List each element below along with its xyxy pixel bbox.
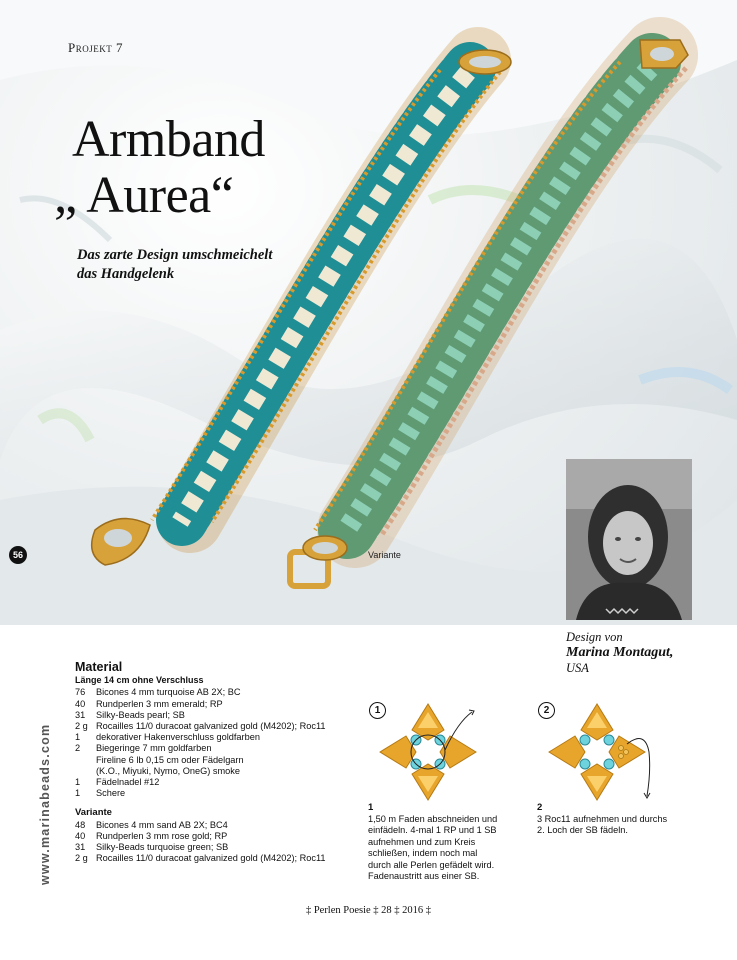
material-qty: 40	[75, 698, 86, 709]
material-qty: 2 g	[75, 853, 88, 864]
portrait-image	[566, 459, 692, 620]
material-row	[75, 777, 365, 788]
designer-label: Design von	[566, 630, 623, 644]
material-qty: 1	[75, 788, 81, 799]
material-desc: Fädelnadel #12	[96, 777, 160, 788]
material-qty	[75, 766, 96, 777]
material-row	[75, 853, 365, 864]
material-row	[75, 699, 365, 710]
designer-portrait	[566, 459, 692, 620]
designer-name: Marina Montagut,	[566, 645, 674, 660]
material-desc: Fireline 6 lb 0,15 cm oder Fädelgarn	[96, 754, 244, 765]
material-desc: Bicones 4 mm sand AB 2X; BC4	[96, 819, 228, 830]
material-desc: Rocailles 11/0 duracoat galvanized gold (M4202); Roc11	[96, 853, 326, 864]
designer-credit	[566, 630, 673, 676]
step-1-number: 1	[368, 802, 374, 813]
material-row	[75, 743, 365, 754]
title-line-1: Armband	[72, 111, 265, 168]
material-qty: 1	[75, 732, 81, 743]
material-row	[75, 732, 365, 743]
photo-caption: Variante	[368, 550, 401, 560]
variant-items	[75, 820, 365, 865]
material-row	[75, 820, 365, 831]
material-qty: 48	[75, 819, 86, 830]
step-2-diagram	[537, 702, 657, 802]
step-2-number: 2	[537, 802, 543, 813]
material-qty: 2 g	[75, 721, 88, 732]
designer-country: USA	[566, 661, 589, 675]
project-label: Projekt 7	[68, 40, 123, 55]
material-desc: Bicones 4 mm turquoise AB 2X; BC	[96, 687, 241, 698]
material-desc: Rundperlen 3 mm emerald; RP	[96, 698, 223, 709]
material-desc: (K.O., Miyuki, Nymo, OneG) smoke	[96, 765, 240, 776]
page-number-badge: 56	[9, 546, 27, 564]
subtitle: Das zarte Design umschmeichelt das Handgelenk	[77, 247, 273, 282]
step-1-circle: 1	[369, 702, 386, 719]
step-2-text: 3 Roc11 aufnehmen und durchs 2. Loch der SB fädeln.	[537, 813, 668, 835]
material-qty: 76	[75, 687, 86, 698]
title-line-2: „ Aurea“	[54, 167, 234, 224]
material-desc: Rundperlen 3 mm rose gold; RP	[96, 830, 228, 841]
material-qty	[75, 755, 96, 766]
material-qty: 31	[75, 842, 86, 853]
step-1-text: 1,50 m Faden abschneiden und einfädeln. 4-mal 1 RP und 1 SB aufnehmen und zum Kreis schließen, indem noch mal durch alle Perlen gefädelt wird. Fadenaustritt aus einer SB.	[368, 813, 498, 881]
material-desc: Schere	[96, 788, 126, 799]
length-note: Länge 14 cm ohne Verschluss	[75, 675, 204, 686]
material-desc: dekorativer Hakenverschluss goldfarben	[96, 732, 260, 743]
variant-heading: Variante	[75, 807, 112, 819]
material-qty: 2	[75, 743, 81, 754]
material-row	[75, 721, 365, 732]
material-items	[75, 687, 365, 799]
material-qty: 31	[75, 709, 86, 720]
material-row	[75, 842, 365, 853]
page-title	[54, 111, 265, 224]
material-desc: Biegeringe 7 mm goldfarben	[96, 743, 212, 754]
step-1-diagram	[368, 702, 488, 802]
material-row	[75, 687, 365, 698]
material-desc: Silky-Beads turquoise green; SB	[96, 842, 229, 853]
material-row	[75, 710, 365, 721]
material-list	[75, 662, 365, 864]
material-qty: 1	[75, 777, 81, 788]
step-2-circle: 2	[538, 702, 555, 719]
website-url[interactable]: www.marinabeads.com	[38, 723, 52, 885]
material-row	[75, 766, 365, 777]
material-desc: Rocailles 11/0 duracoat galvanized gold (M4202); Roc11	[96, 721, 326, 732]
material-desc: Silky-Beads pearl; SB	[96, 709, 185, 720]
material-row	[75, 831, 365, 842]
material-qty: 40	[75, 830, 86, 841]
material-row	[75, 755, 365, 766]
material-heading: Material	[75, 660, 123, 674]
material-row	[75, 788, 365, 799]
page-footer: ‡ Perlen Poesie ‡ 28 ‡ 2016 ‡	[305, 905, 432, 916]
